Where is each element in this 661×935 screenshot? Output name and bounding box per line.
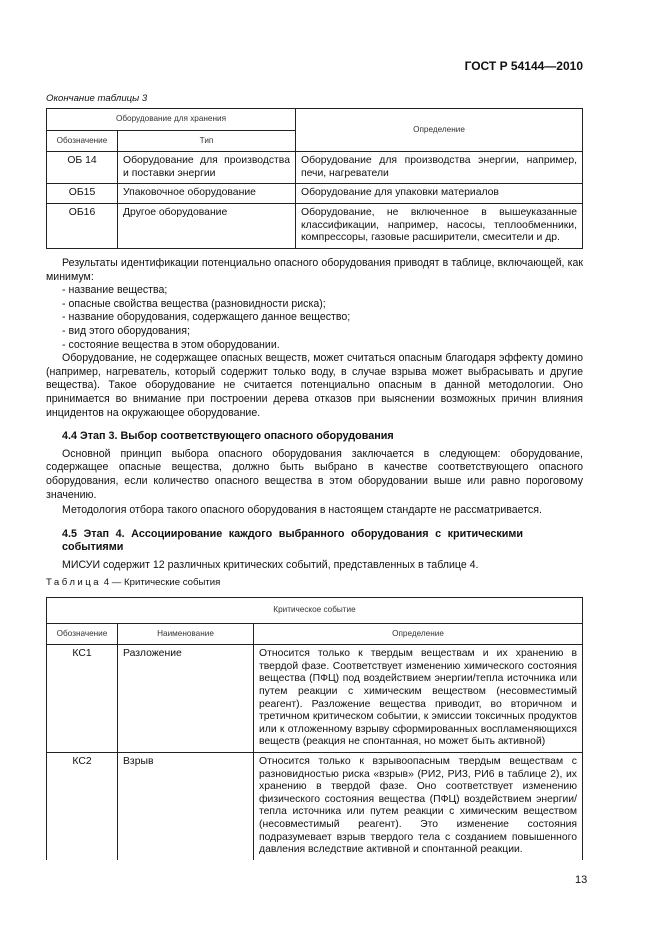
table3-col-def: Определение [296,109,583,152]
list-item: - название вещества; [62,284,168,297]
table-row [47,203,583,248]
cell-def: Оборудование для упаковки материалов [296,184,583,204]
table-row [47,184,583,204]
cell-name: Взрыв [118,752,254,859]
cell-type: Упаковочное оборудование [118,184,296,204]
table3-caption: Окончание таблицы 3 [46,93,148,104]
table3-col-type: Тип [118,130,296,152]
table4-caption [46,576,220,590]
caption-rest: 4 — Критические события [101,577,221,588]
table-4 [46,597,583,860]
cell-def: Оборудование, не включенное в вышеуказанные классификации, например, насосы, теплообменники, компрессоры, газовые расширители, смесители и др. [296,203,583,248]
paragraph: МИСУИ содержит 12 различных критических событий, представленных в таблице 4. [62,558,479,571]
table4-col-name: Наименование [118,623,254,645]
table-row [47,752,583,859]
caption-word: Таблица [46,577,102,588]
table3-group-header: Оборудование для хранения [47,109,296,131]
paragraph: Результаты идентификации потенциально опасного оборудования приводят в таблице, включающей, как минимум: [46,257,583,283]
list-item: - название оборудования, содержащего данное вещество; [62,311,351,324]
cell-code: ОБ 14 [47,152,118,184]
cell-type: Другое оборудование [118,203,296,248]
paragraph: Основной принцип выбора опасного оборудования заключается в следующем: оборудование, содержащее опасные вещества, должно быть выбрано в качестве соответствующего опасного оборудования, если количество опасного вещества в этом оборудовании выше или равно пороговому значению. [46,447,583,501]
cell-def: Относится только к твердым веществам и их хранению в твердой фазе. Соответствует изменению химического состояния вещества (ПФЦ) под воздействием энергии/тепла источника или путем реакции с химическим веществом (несовместимый реагент). Разложение вещества приводит, во вторичном и третичном критическом событии, к эмиссии токсичных продуктов или к отложенному взрыву сформированных воспламеняющихся веществ (реакция не спонтанная, но может быть активной) [254,645,583,753]
cell-def: Оборудование для производства энергии, например, печи, нагреватели [296,152,583,184]
table4-col-def: Определение [254,623,583,645]
table4-group-header: Критическое событие [47,598,583,624]
cell-name: Разложение [118,645,254,753]
requirements-list [46,284,583,352]
body-text [46,257,583,572]
table-row [47,645,583,753]
table-row [47,152,583,184]
cell-def: Относится только к взрывоопасным твердым веществам с разновидностью риска «взрыв» (РИ2, РИ3, РИ6 в таблице 2), их хранению в твердой фазе. Оно соответствует изменению физического состояния вещества (ПФЦ) воздействием энергии/тепла источника или путем реакции с химическим веществом (несовместимый реагент). Это изменение состояния подразумевает взрыв твердого тела с созданием повышенного давления вследствие активной и спонтанной реакции. [254,752,583,859]
list-item: - вид этого оборудования; [62,324,190,337]
table-3 [46,108,583,249]
standard-header: ГОСТ Р 54144—2010 [464,59,583,73]
cell-code: ОБ15 [47,184,118,204]
cell-type: Оборудование для производства и поставки энергии [118,152,296,184]
section-heading-4-4: 4.4 Этап 3. Выбор соответствующего опасного оборудования [62,430,394,443]
list-item: - опасные свойства вещества (разновидности риска); [62,297,326,310]
paragraph: Оборудование, не содержащее опасных веществ, может считаться опасным благодаря эффекту домино (например, нагреватель, который содержит только воду, в случае взрыва может выбрасывать и другие вещества). Такое оборудование не считается потенциально опасным в данной методологии. Оно принимается во внимание при построении дерева отказов при выяснении возможных причин влияния инцидентов на окружающее оборудование. [46,352,583,419]
cell-code: ОБ16 [47,203,118,248]
list-item: - состояние вещества в этом оборудовании. [62,338,280,351]
cell-code: КС2 [47,752,118,859]
page-number: 13 [575,874,588,886]
paragraph: Методология отбора такого опасного оборудования в настоящем стандарте не рассматривается. [62,504,542,517]
cell-code: КС1 [47,645,118,753]
table4-col-code: Обозначение [47,623,118,645]
table3-col-code: Обозначение [47,130,118,152]
section-heading-4-5: 4.5 Этап 4. Ассоциирование каждого выбранного оборудования с критическими событиями [62,527,523,554]
